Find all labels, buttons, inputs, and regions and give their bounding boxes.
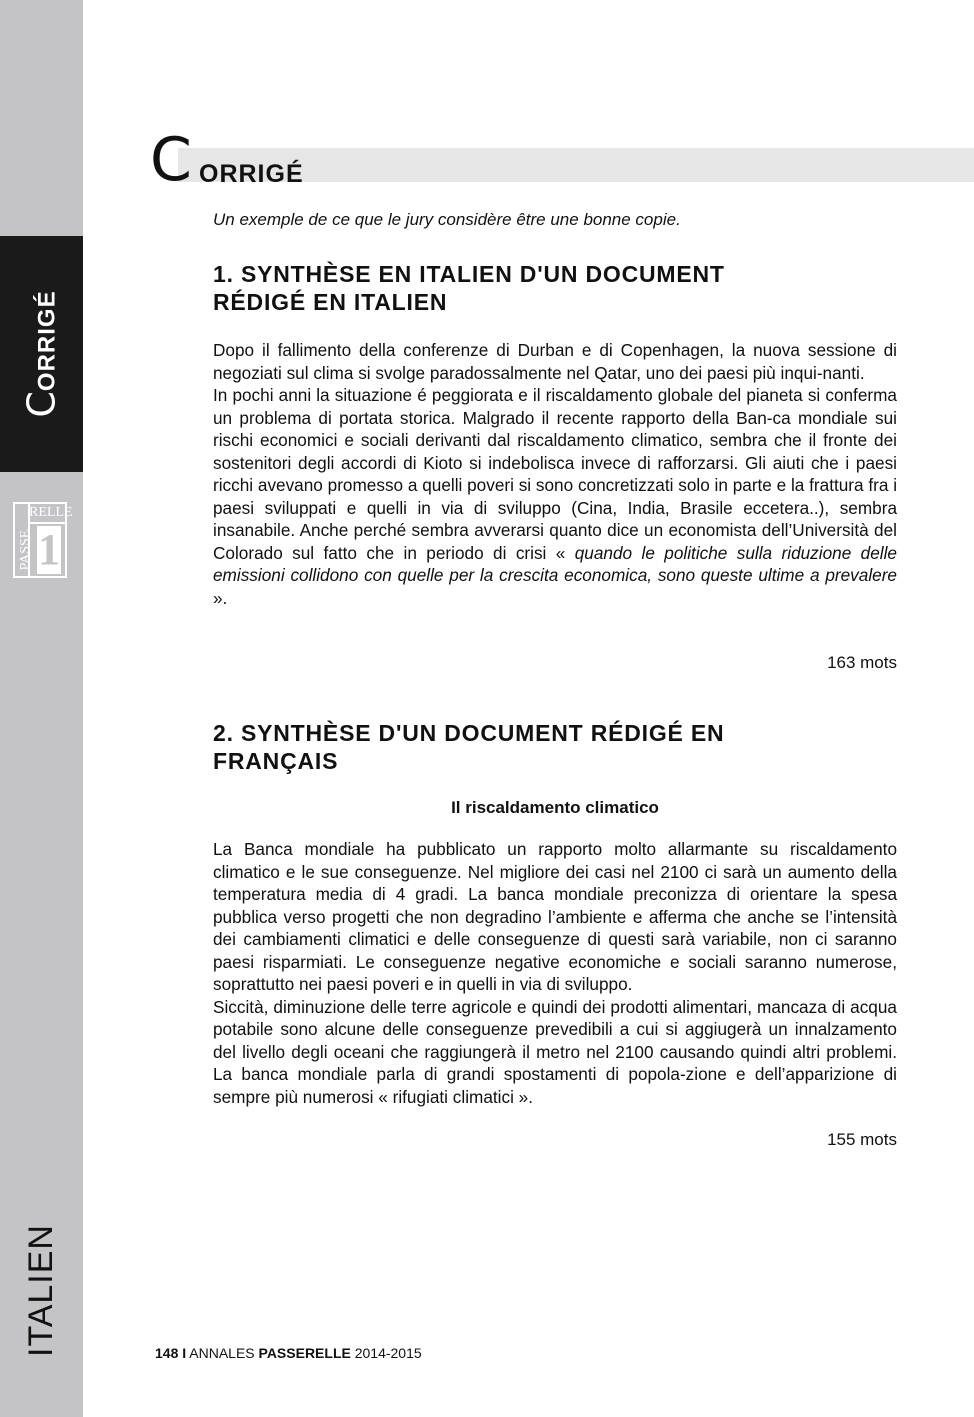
section1-title-line1: 1. SYNTHÈSE EN ITALIEN D'UN DOCUMENT — [213, 261, 725, 287]
section1-paragraph-1: Dopo il fallimento della conferenze di Durban e di Copenhagen, la nuova sessione di negoziati sul clima si svolge paradossalmente nel Qatar, uno dei paesi più inqui-nanti. — [213, 340, 897, 383]
header-initial: C — [150, 125, 192, 195]
footer-years: 2014-2015 — [354, 1345, 422, 1361]
section2-title-line2: FRANÇAIS — [213, 748, 339, 774]
section2-word-count: 155 mots — [827, 1130, 897, 1149]
logo-relle-text: RELLE — [29, 504, 65, 524]
section2-subtitle: Il riscaldamento climatico — [451, 798, 659, 817]
intro-text: Un exemple de ce que le jury considère être une bonne copie. — [213, 210, 681, 229]
sidebar-section-label — [2, 236, 81, 472]
section2-heading — [213, 719, 897, 775]
section2-title-line1: 2. SYNTHÈSE D'UN DOCUMENT RÉDIGÉ EN — [213, 720, 725, 746]
section2-paragraph-2: Siccità, diminuzione delle terre agricole e quindi dei prodotti alimentari, mancaza di acqua potabile sono alcune delle conseguenze prevedibili a cui si aggiugerà un innalzamento del livello degli oceani che raggiungerà il metro nel 2100 causando quindi altri problemi. La banca mondiale parla di grandi spostamenti di popola-zione e dell’apparizione di sempre più numerosi « rifugiati climatici ». — [213, 996, 897, 1107]
logo-number: 1 — [38, 525, 60, 574]
section2-body — [213, 838, 897, 1108]
footer-brand: PASSERELLE — [258, 1345, 351, 1361]
sidebar — [0, 0, 83, 1417]
passerelle-logo — [13, 502, 73, 578]
footer-separator: I — [182, 1345, 187, 1361]
section1-title-line2: RÉDIGÉ EN ITALIEN — [213, 289, 448, 315]
page-footer — [155, 1345, 422, 1361]
sidebar-section-rest: ORRIGÉ — [33, 290, 61, 392]
footer-annales: ANNALES — [189, 1345, 255, 1361]
section1-paragraph-2: In pochi anni la situazione é peggiorata e il riscaldamento globale del pianeta si conferma un problema di portata storica. Malgrado il recente rapporto della Ban-ca mondiale sui rischi economici e sociali derivanti dal riscaldamento climatico, sembra che il fronte dei sostenitori degli accordi di Kioto si indebolisca invece di rafforzarsi. Gli aiuti che i paesi ricchi avevano promesso a quelli poveri si sono concretizzati solo in parte e la frattura fra i paesi sviluppati e quelli in via di sviluppo (Cina, India, Brasile eccetera..), sembra insanabile. Anche perché sembra avverarsi quanto dice un economista dell’Università del Colorado sul fatto che in periodo di crisi « quando le politiche sulla riduzione delle emissioni collidono con quelle per la crescita economica, sono queste ultime a prevalere ». — [213, 385, 898, 608]
section1-heading — [213, 260, 897, 316]
sidebar-section-initial: C — [19, 391, 64, 418]
page-number: 148 — [155, 1345, 179, 1361]
section1-body — [213, 339, 897, 609]
section1-word-count: 163 mots — [827, 653, 897, 672]
section1-quote: quando le politiche sulla riduzione delle emissioni collidono con quelle per la crescita economica, sono queste ultime a prevalere — [213, 542, 897, 585]
sidebar-subject — [0, 1210, 83, 1370]
section2-paragraph-1: La Banca mondiale ha pubblicato un rapporto molto allarmante su riscaldamento climatico e le sue conseguenze. Nel migliore dei casi nel 2100 ci sarà un aumento della temperatura media di 4 gradi. La banca mondiale preconizza di orientare la spesa pubblica verso progetti che non degradino l’ambiente e afferma che anche se l’intensità dei cambiamenti climatici e delle conseguenze di questi sarà variabile, non ci saranno paesi risparmiati. Le conseguenze negative economiche e sociali saranno numerose, soprattutto nei paesi poveri e in quelli in via di sviluppo. — [213, 839, 897, 994]
sidebar-subject-label: ITALIEN — [22, 1223, 60, 1357]
header-title: ORRIGÉ — [199, 160, 304, 188]
logo-passe-text: PASSE — [18, 529, 33, 571]
